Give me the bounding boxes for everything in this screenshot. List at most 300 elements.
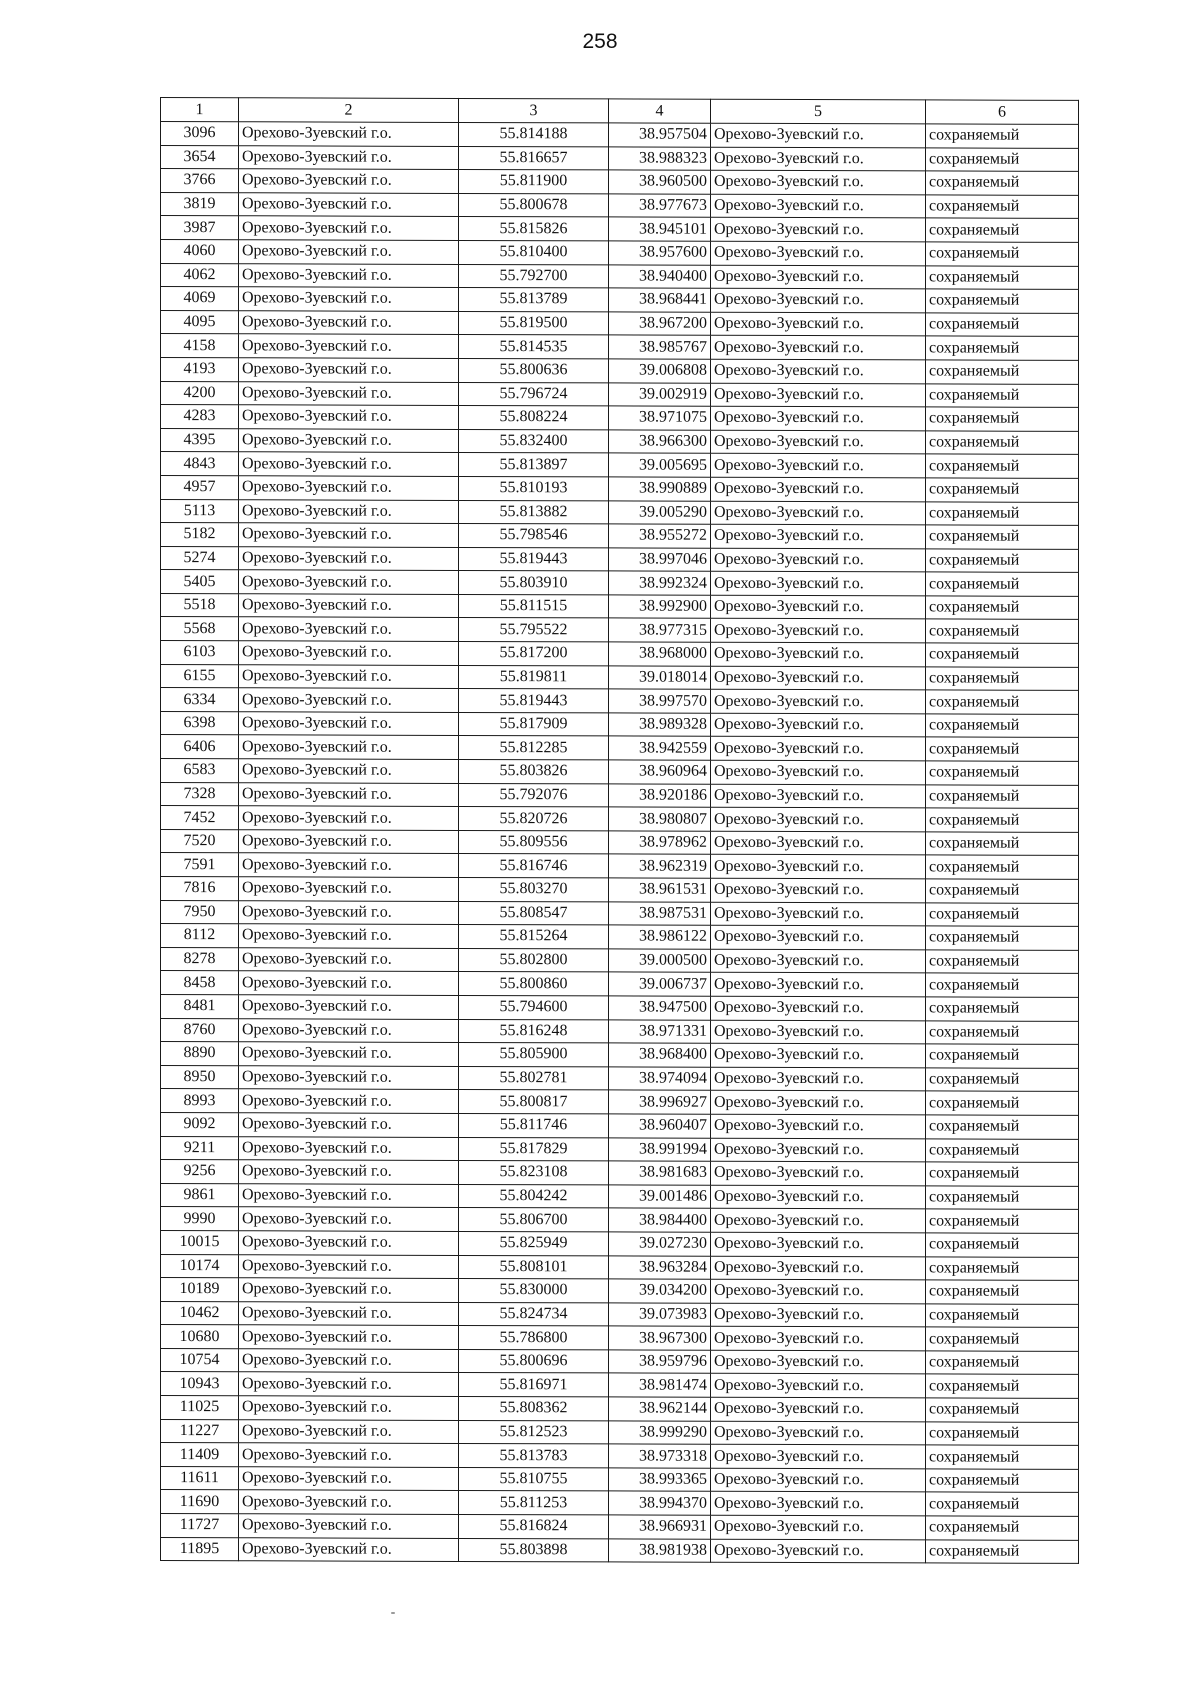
table-container <box>160 97 1078 1564</box>
status-cell: сохраняемый <box>926 478 1079 502</box>
longitude-cell: 38.966931 <box>609 1515 711 1539</box>
location-cell: Орехово-Зуевский г.о. <box>711 949 926 973</box>
status-cell: сохраняемый <box>926 1233 1079 1257</box>
status-cell: сохраняемый <box>926 1540 1079 1564</box>
longitude-cell: 39.018014 <box>609 666 711 690</box>
latitude-cell: 55.800636 <box>459 358 609 382</box>
table-row <box>161 664 1079 690</box>
municipality-cell: Орехово-Зуевский г.о. <box>239 193 459 217</box>
status-cell: сохраняемый <box>926 737 1079 761</box>
status-cell: сохраняемый <box>926 808 1079 832</box>
status-cell: сохраняемый <box>926 336 1079 360</box>
municipality-cell: Орехово-Зуевский г.о. <box>239 617 459 641</box>
object-id-cell: 7328 <box>161 782 239 806</box>
object-id-cell: 8481 <box>161 994 239 1018</box>
latitude-cell: 55.796724 <box>459 382 609 406</box>
latitude-cell: 55.811253 <box>459 1491 609 1515</box>
table-row <box>161 428 1079 454</box>
table-row <box>161 1372 1079 1398</box>
status-cell: сохраняемый <box>926 761 1079 785</box>
longitude-cell: 38.960500 <box>609 170 711 194</box>
table-row <box>161 1018 1079 1044</box>
latitude-cell: 55.803898 <box>459 1538 609 1562</box>
longitude-cell: 38.967300 <box>609 1326 711 1350</box>
municipality-cell: Орехово-Зуевский г.о. <box>239 664 459 688</box>
location-cell: Орехово-Зуевский г.о. <box>711 194 926 218</box>
object-id-cell: 9211 <box>161 1136 239 1160</box>
location-cell: Орехово-Зуевский г.о. <box>711 1515 926 1539</box>
longitude-cell: 38.966300 <box>609 430 711 454</box>
status-cell: сохраняемый <box>926 785 1079 809</box>
location-cell: Орехово-Зуевский г.о. <box>711 430 926 454</box>
longitude-cell: 38.957600 <box>609 241 711 265</box>
longitude-cell: 38.960407 <box>609 1114 711 1138</box>
status-cell: сохраняемый <box>926 525 1079 549</box>
object-id-cell: 10015 <box>161 1230 239 1254</box>
municipality-cell: Орехово-Зуевский г.о. <box>239 1254 459 1278</box>
location-cell: Орехово-Зуевский г.о. <box>711 241 926 265</box>
status-cell: сохраняемый <box>926 1327 1079 1351</box>
longitude-cell: 38.981683 <box>609 1161 711 1185</box>
latitude-cell: 55.806700 <box>459 1208 609 1232</box>
longitude-cell: 38.993365 <box>609 1468 711 1492</box>
status-cell: сохраняемый <box>926 855 1079 879</box>
municipality-cell: Орехово-Зуевский г.о. <box>239 924 459 948</box>
table-row <box>161 593 1079 619</box>
municipality-cell: Орехово-Зуевский г.о. <box>239 1301 459 1325</box>
object-id-cell: 7520 <box>161 829 239 853</box>
municipality-cell: Орехово-Зуевский г.о. <box>239 594 459 618</box>
longitude-cell: 38.963284 <box>609 1255 711 1279</box>
status-cell: сохраняемый <box>926 289 1079 313</box>
location-cell: Орехово-Зуевский г.о. <box>711 312 926 336</box>
latitude-cell: 55.817200 <box>459 642 609 666</box>
status-cell: сохраняемый <box>926 596 1079 620</box>
table-row <box>161 239 1079 265</box>
object-id-cell: 8890 <box>161 1042 239 1066</box>
table-row <box>161 1490 1079 1516</box>
municipality-cell: Орехово-Зуевский г.о. <box>239 145 459 169</box>
latitude-cell: 55.810193 <box>459 476 609 500</box>
longitude-cell: 38.977673 <box>609 194 711 218</box>
location-cell: Орехово-Зуевский г.о. <box>711 359 926 383</box>
status-cell: сохраняемый <box>926 549 1079 573</box>
table-header-row <box>161 98 1079 125</box>
status-cell: сохраняемый <box>926 1516 1079 1540</box>
status-cell: сохраняемый <box>926 454 1079 478</box>
longitude-cell: 39.034200 <box>609 1279 711 1303</box>
location-cell: Орехово-Зуевский г.о. <box>711 501 926 525</box>
longitude-cell: 38.996927 <box>609 1090 711 1114</box>
status-cell: сохраняемый <box>926 1280 1079 1304</box>
object-id-cell: 10754 <box>161 1348 239 1372</box>
object-id-cell: 10189 <box>161 1278 239 1302</box>
latitude-cell: 55.810755 <box>459 1467 609 1491</box>
latitude-cell: 55.814535 <box>459 335 609 359</box>
table-row <box>161 1065 1079 1091</box>
status-cell: сохраняемый <box>926 1445 1079 1469</box>
object-id-cell: 7816 <box>161 877 239 901</box>
object-id-cell: 3819 <box>161 192 239 216</box>
longitude-cell: 38.957504 <box>609 123 711 147</box>
location-cell: Орехово-Зуевский г.о. <box>711 1020 926 1044</box>
location-cell: Орехово-Зуевский г.о. <box>711 925 926 949</box>
location-cell: Орехово-Зуевский г.о. <box>711 1327 926 1351</box>
object-id-cell: 4283 <box>161 405 239 429</box>
longitude-cell: 38.999290 <box>609 1421 711 1445</box>
table-row <box>161 1042 1079 1068</box>
location-cell: Орехово-Зуевский г.о. <box>711 1303 926 1327</box>
latitude-cell: 55.812523 <box>459 1420 609 1444</box>
longitude-cell: 38.920186 <box>609 784 711 808</box>
latitude-cell: 55.808362 <box>459 1397 609 1421</box>
object-id-cell: 8112 <box>161 924 239 948</box>
status-cell: сохраняемый <box>926 1209 1079 1233</box>
table-row <box>161 1230 1079 1256</box>
longitude-cell: 39.073983 <box>609 1303 711 1327</box>
table-row <box>161 1396 1079 1422</box>
location-cell: Орехово-Зуевский г.о. <box>711 170 926 194</box>
location-cell: Орехово-Зуевский г.о. <box>711 1279 926 1303</box>
latitude-cell: 55.819443 <box>459 689 609 713</box>
municipality-cell: Орехово-Зуевский г.о. <box>239 1349 459 1373</box>
status-cell: сохраняемый <box>926 902 1079 926</box>
latitude-cell: 55.819500 <box>459 311 609 335</box>
object-id-cell: 5182 <box>161 523 239 547</box>
longitude-cell: 38.942559 <box>609 736 711 760</box>
municipality-cell: Орехово-Зуевский г.о. <box>239 1065 459 1089</box>
table-row <box>161 782 1079 808</box>
status-cell: сохраняемый <box>926 950 1079 974</box>
object-id-cell: 7452 <box>161 806 239 830</box>
location-cell: Орехово-Зуевский г.о. <box>711 642 926 666</box>
object-id-cell: 11409 <box>161 1443 239 1467</box>
object-id-cell: 3654 <box>161 145 239 169</box>
table-row <box>161 1514 1079 1540</box>
longitude-cell: 39.027230 <box>609 1232 711 1256</box>
scan-speck <box>391 1612 395 1614</box>
latitude-cell: 55.805900 <box>459 1043 609 1067</box>
longitude-cell: 39.006737 <box>609 972 711 996</box>
longitude-cell: 38.977315 <box>609 618 711 642</box>
longitude-cell: 38.959796 <box>609 1350 711 1374</box>
table-row <box>161 334 1079 360</box>
location-cell: Орехово-Зуевский г.о. <box>711 1232 926 1256</box>
object-id-cell: 10174 <box>161 1254 239 1278</box>
location-cell: Орехово-Зуевский г.о. <box>711 1492 926 1516</box>
object-id-cell: 10462 <box>161 1301 239 1325</box>
latitude-cell: 55.832400 <box>459 429 609 453</box>
latitude-cell: 55.800696 <box>459 1349 609 1373</box>
object-id-cell: 9092 <box>161 1112 239 1136</box>
longitude-cell: 38.987531 <box>609 902 711 926</box>
municipality-cell: Орехово-Зуевский г.о. <box>239 712 459 736</box>
municipality-cell: Орехово-Зуевский г.о. <box>239 1231 459 1255</box>
object-id-cell: 9861 <box>161 1183 239 1207</box>
latitude-cell: 55.800860 <box>459 972 609 996</box>
municipality-cell: Орехово-Зуевский г.о. <box>239 971 459 995</box>
status-cell: сохраняемый <box>926 1398 1079 1422</box>
longitude-cell: 38.991994 <box>609 1137 711 1161</box>
table-row <box>161 711 1079 737</box>
object-id-cell: 6334 <box>161 688 239 712</box>
table-row <box>161 381 1079 407</box>
column-header: 2 <box>239 98 459 123</box>
longitude-cell: 38.961531 <box>609 878 711 902</box>
longitude-cell: 38.997046 <box>609 548 711 572</box>
table-row <box>161 570 1079 596</box>
status-cell: сохраняемый <box>926 1044 1079 1068</box>
object-id-cell: 11895 <box>161 1537 239 1561</box>
longitude-cell: 38.986122 <box>609 925 711 949</box>
latitude-cell: 55.808101 <box>459 1255 609 1279</box>
page-number: 258 <box>582 30 618 53</box>
latitude-cell: 55.817829 <box>459 1137 609 1161</box>
latitude-cell: 55.813882 <box>459 500 609 524</box>
object-id-cell: 7591 <box>161 853 239 877</box>
latitude-cell: 55.813789 <box>459 288 609 312</box>
table-row <box>161 877 1079 903</box>
municipality-cell: Орехово-Зуевский г.о. <box>239 995 459 1019</box>
location-cell: Орехово-Зуевский г.о. <box>711 406 926 430</box>
latitude-cell: 55.808224 <box>459 406 609 430</box>
location-cell: Орехово-Зуевский г.о. <box>711 713 926 737</box>
table-row <box>161 947 1079 973</box>
location-cell: Орехово-Зуевский г.о. <box>711 123 926 147</box>
longitude-cell: 39.006808 <box>609 359 711 383</box>
municipality-cell: Орехово-Зуевский г.о. <box>239 570 459 594</box>
municipality-cell: Орехово-Зуевский г.о. <box>239 900 459 924</box>
object-id-cell: 11025 <box>161 1396 239 1420</box>
municipality-cell: Орехово-Зуевский г.о. <box>239 1467 459 1491</box>
location-cell: Орехово-Зуевский г.о. <box>711 548 926 572</box>
longitude-cell: 38.990889 <box>609 477 711 501</box>
latitude-cell: 55.816248 <box>459 1019 609 1043</box>
status-cell: сохраняемый <box>926 1374 1079 1398</box>
table-row <box>161 1443 1079 1469</box>
municipality-cell: Орехово-Зуевский г.о. <box>239 1443 459 1467</box>
longitude-cell: 38.967200 <box>609 312 711 336</box>
table-row <box>161 688 1079 714</box>
location-cell: Орехово-Зуевский г.о. <box>711 336 926 360</box>
location-cell: Орехово-Зуевский г.о. <box>711 288 926 312</box>
table-row <box>161 641 1079 667</box>
object-id-cell: 5518 <box>161 593 239 617</box>
latitude-cell: 55.815264 <box>459 925 609 949</box>
status-cell: сохраняемый <box>926 714 1079 738</box>
location-cell: Орехово-Зуевский г.о. <box>711 454 926 478</box>
municipality-cell: Орехово-Зуевский г.о. <box>239 1278 459 1302</box>
municipality-cell: Орехово-Зуевский г.о. <box>239 1089 459 1113</box>
table-row <box>161 1207 1079 1233</box>
object-id-cell: 4060 <box>161 239 239 263</box>
table-row <box>161 145 1079 171</box>
longitude-cell: 38.962144 <box>609 1397 711 1421</box>
longitude-cell: 38.962319 <box>609 854 711 878</box>
latitude-cell: 55.800817 <box>459 1090 609 1114</box>
object-id-cell: 5274 <box>161 546 239 570</box>
object-id-cell: 6103 <box>161 641 239 665</box>
table-row <box>161 546 1079 572</box>
status-cell: сохраняемый <box>926 124 1079 148</box>
status-cell: сохраняемый <box>926 218 1079 242</box>
latitude-cell: 55.819811 <box>459 665 609 689</box>
municipality-cell: Орехово-Зуевский г.о. <box>239 853 459 877</box>
table-body <box>161 122 1079 1564</box>
municipality-cell: Орехово-Зуевский г.о. <box>239 122 459 146</box>
longitude-cell: 39.005290 <box>609 500 711 524</box>
municipality-cell: Орехово-Зуевский г.о. <box>239 782 459 806</box>
municipality-cell: Орехово-Зуевский г.о. <box>239 806 459 830</box>
status-cell: сохраняемый <box>926 1351 1079 1375</box>
table-row <box>161 900 1079 926</box>
status-cell: сохраняемый <box>926 1138 1079 1162</box>
location-cell: Орехово-Зуевский г.о. <box>711 831 926 855</box>
location-cell: Орехово-Зуевский г.о. <box>711 1114 926 1138</box>
object-id-cell: 6583 <box>161 759 239 783</box>
latitude-cell: 55.795522 <box>459 618 609 642</box>
latitude-cell: 55.816746 <box>459 854 609 878</box>
municipality-cell: Орехово-Зуевский г.о. <box>239 1207 459 1231</box>
location-cell: Орехово-Зуевский г.о. <box>711 595 926 619</box>
municipality-cell: Орехово-Зуевский г.о. <box>239 1183 459 1207</box>
column-header: 5 <box>711 99 926 124</box>
column-header: 4 <box>609 99 711 123</box>
status-cell: сохраняемый <box>926 973 1079 997</box>
location-cell: Орехово-Зуевский г.о. <box>711 1256 926 1280</box>
status-cell: сохраняемый <box>926 195 1079 219</box>
object-id-cell: 8993 <box>161 1089 239 1113</box>
location-cell: Орехово-Зуевский г.о. <box>711 1444 926 1468</box>
location-cell: Орехово-Зуевский г.о. <box>711 383 926 407</box>
longitude-cell: 38.992324 <box>609 571 711 595</box>
longitude-cell: 39.001486 <box>609 1185 711 1209</box>
status-cell: сохраняемый <box>926 242 1079 266</box>
latitude-cell: 55.830000 <box>459 1279 609 1303</box>
table-row <box>161 924 1079 950</box>
table-row <box>161 1537 1079 1563</box>
latitude-cell: 55.811746 <box>459 1113 609 1137</box>
object-id-cell: 8950 <box>161 1065 239 1089</box>
longitude-cell: 39.000500 <box>609 949 711 973</box>
object-id-cell: 11690 <box>161 1490 239 1514</box>
location-cell: Орехово-Зуевский г.о. <box>711 1539 926 1563</box>
location-cell: Орехово-Зуевский г.о. <box>711 619 926 643</box>
longitude-cell: 38.981938 <box>609 1539 711 1563</box>
table-row <box>161 853 1079 879</box>
object-id-cell: 4069 <box>161 287 239 311</box>
latitude-cell: 55.823108 <box>459 1161 609 1185</box>
longitude-cell: 38.947500 <box>609 996 711 1020</box>
object-id-cell: 10943 <box>161 1372 239 1396</box>
latitude-cell: 55.810400 <box>459 240 609 264</box>
status-cell: сохраняемый <box>926 171 1079 195</box>
location-cell: Орехово-Зуевский г.о. <box>711 1043 926 1067</box>
object-id-cell: 3096 <box>161 122 239 146</box>
table-row <box>161 192 1079 218</box>
table-row <box>161 1278 1079 1304</box>
status-cell: сохраняемый <box>926 501 1079 525</box>
latitude-cell: 55.802781 <box>459 1066 609 1090</box>
latitude-cell: 55.816824 <box>459 1514 609 1538</box>
location-cell: Орехово-Зуевский г.о. <box>711 807 926 831</box>
location-cell: Орехово-Зуевский г.о. <box>711 477 926 501</box>
municipality-cell: Орехово-Зуевский г.о. <box>239 287 459 311</box>
latitude-cell: 55.802800 <box>459 948 609 972</box>
location-cell: Орехово-Зуевский г.о. <box>711 1138 926 1162</box>
longitude-cell: 38.960964 <box>609 760 711 784</box>
municipality-cell: Орехово-Зуевский г.о. <box>239 216 459 240</box>
longitude-cell: 38.981474 <box>609 1373 711 1397</box>
table-row <box>161 829 1079 855</box>
object-id-cell: 11727 <box>161 1514 239 1538</box>
municipality-cell: Орехово-Зуевский г.о. <box>239 523 459 547</box>
longitude-cell: 38.973318 <box>609 1444 711 1468</box>
column-header: 1 <box>161 98 239 122</box>
object-id-cell: 4095 <box>161 310 239 334</box>
table-row <box>161 122 1079 148</box>
municipality-cell: Орехово-Зуевский г.о. <box>239 428 459 452</box>
municipality-cell: Орехово-Зуевский г.о. <box>239 358 459 382</box>
latitude-cell: 55.809556 <box>459 830 609 854</box>
table-row <box>161 452 1079 478</box>
object-id-cell: 6398 <box>161 711 239 735</box>
status-cell: сохраняемый <box>926 619 1079 643</box>
object-id-cell: 4843 <box>161 452 239 476</box>
object-id-cell: 4193 <box>161 357 239 381</box>
longitude-cell: 38.971075 <box>609 406 711 430</box>
municipality-cell: Орехово-Зуевский г.о. <box>239 499 459 523</box>
object-id-cell: 3766 <box>161 169 239 193</box>
longitude-cell: 39.002919 <box>609 382 711 406</box>
longitude-cell: 38.984400 <box>609 1208 711 1232</box>
location-cell: Орехово-Зуевский г.о. <box>711 1067 926 1091</box>
status-cell: сохраняемый <box>926 431 1079 455</box>
longitude-cell: 38.988323 <box>609 147 711 171</box>
longitude-cell: 39.005695 <box>609 453 711 477</box>
latitude-cell: 55.800678 <box>459 193 609 217</box>
latitude-cell: 55.819443 <box>459 547 609 571</box>
object-id-cell: 6155 <box>161 664 239 688</box>
municipality-cell: Орехово-Зуевский г.о. <box>239 688 459 712</box>
latitude-cell: 55.816657 <box>459 146 609 170</box>
status-cell: сохраняемый <box>926 572 1079 596</box>
status-cell: сохраняемый <box>926 1020 1079 1044</box>
municipality-cell: Орехово-Зуевский г.о. <box>239 948 459 972</box>
object-id-cell: 4957 <box>161 475 239 499</box>
municipality-cell: Орехово-Зуевский г.о. <box>239 1537 459 1561</box>
municipality-cell: Орехово-Зуевский г.о. <box>239 1514 459 1538</box>
latitude-cell: 55.824734 <box>459 1302 609 1326</box>
latitude-cell: 55.803270 <box>459 877 609 901</box>
location-cell: Орехово-Зуевский г.о. <box>711 524 926 548</box>
location-cell: Орехово-Зуевский г.о. <box>711 218 926 242</box>
table-row <box>161 263 1079 289</box>
longitude-cell: 38.971331 <box>609 1019 711 1043</box>
table-row <box>161 994 1079 1020</box>
location-cell: Орехово-Зуевский г.о. <box>711 1421 926 1445</box>
status-cell: сохраняемый <box>926 360 1079 384</box>
latitude-cell: 55.803910 <box>459 571 609 595</box>
object-id-cell: 8278 <box>161 947 239 971</box>
municipality-cell: Орехово-Зуевский г.о. <box>239 1042 459 1066</box>
municipality-cell: Орехово-Зуевский г.о. <box>239 641 459 665</box>
status-cell: сохраняемый <box>926 879 1079 903</box>
location-cell: Орехово-Зуевский г.о. <box>711 737 926 761</box>
latitude-cell: 55.811900 <box>459 170 609 194</box>
column-header: 6 <box>926 100 1079 124</box>
latitude-cell: 55.792076 <box>459 783 609 807</box>
